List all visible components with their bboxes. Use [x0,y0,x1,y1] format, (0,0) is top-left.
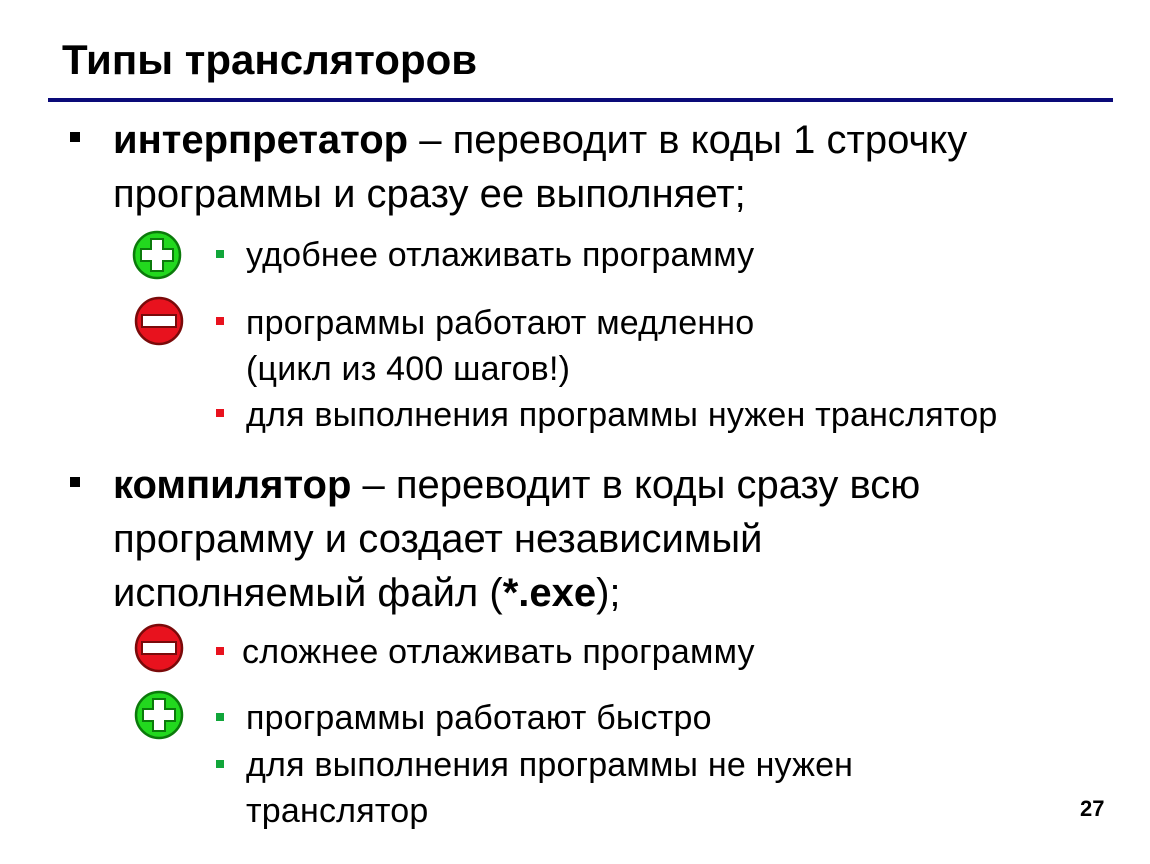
interpreter-term: интерпретатор [113,118,409,162]
pros-bullet [216,713,224,721]
plus-badge-icon [134,690,184,740]
compiler-line-1 [113,458,920,512]
compiler-pro-1: программы работают быстро [246,699,712,737]
exe-extension: *.exe [502,571,597,615]
pros-bullet [216,250,224,258]
cons-bullet [216,317,224,325]
slide-title: Типы трансляторов [62,36,478,83]
interpreter-desc-2: программы и сразу ее выполняет; [113,172,746,216]
compiler-con-1: сложнее отлаживать программу [242,633,755,671]
interpreter-desc-1: – переводит в коды 1 строчку [408,118,968,162]
interpreter-con-1: программы работают медленно [246,304,755,342]
interpreter-con-1-note: (цикл из 400 шагов!) [246,350,571,388]
interpreter-pro-1: удобнее отлаживать программу [246,236,755,274]
cons-bullet [216,409,224,417]
compiler-desc-2: программу и создает независимый [113,517,763,561]
compiler-pro-2-cont: транслятор [246,792,429,830]
plus-badge-icon [132,230,182,280]
interpreter-con-2: для выполнения программы нужен транслятор [246,396,998,434]
compiler-desc-3-end: ); [596,571,621,615]
compiler-pro-2: для выполнения программы не нужен [246,746,854,784]
interpreter-bullet [70,132,80,142]
compiler-bullet [70,477,80,487]
page-number: 27 [1080,796,1105,821]
interpreter-line-1 [113,113,967,167]
compiler-desc-3-text: исполняемый файл ( [113,571,503,615]
pros-bullet [216,760,224,768]
cons-bullet [216,647,224,655]
compiler-desc-1: – переводит в коды сразу всю [351,463,921,507]
compiler-term: компилятор [113,463,352,507]
minus-badge-icon [134,623,184,673]
title-underline [48,98,1113,102]
minus-badge-icon [134,296,184,346]
compiler-desc-3 [113,566,621,620]
